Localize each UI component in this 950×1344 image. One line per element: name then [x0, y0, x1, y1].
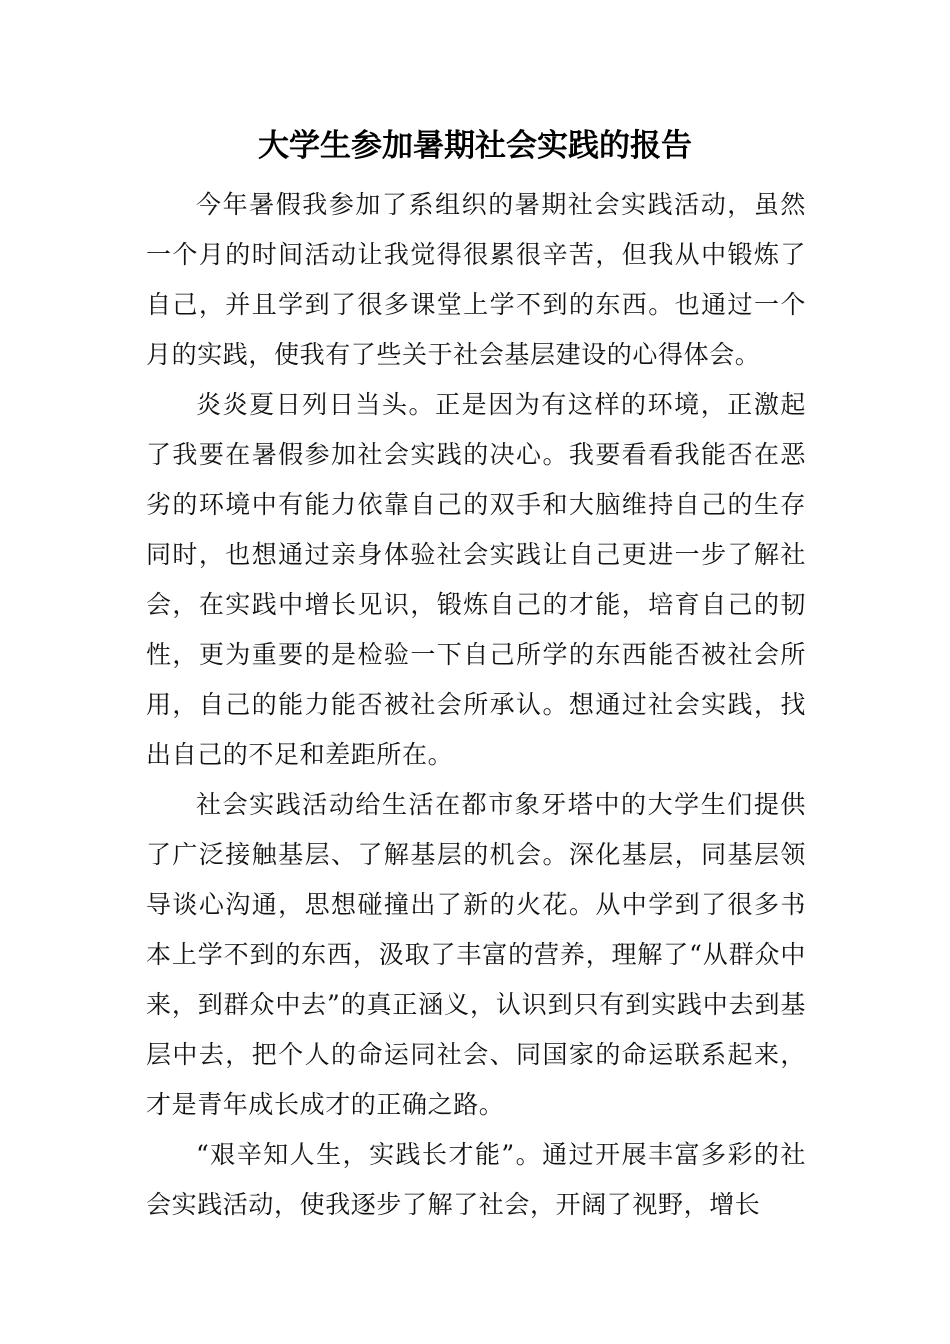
- paragraph-3: 社会实践活动给生活在都市象牙塔中的大学生们提供了广泛接触基层、了解基层的机会。深化基层，同基层领导谈心沟通，思想碰撞出了新的火花。从中学到了很多书本上学不到的东西，汲取了丰富的营养，理解了“从群众中来，到群众中去”的真正涵义，认识到只有到实践中去到基层中去，把个人的命运同社会、同国家的命运联系起来，才是青年成长成才的正确之路。: [146, 790, 806, 1119]
- document-body: [146, 180, 806, 1230]
- paragraph-2: 炎炎夏日列日当头。正是因为有这样的环境，正激起了我要在暑假参加社会实践的决心。我要看看我能否在恶劣的环境中有能力依靠自己的双手和大脑维持自己的生存同时，也想通过亲身体验社会实践让自己更进一步了解社会，在实践中增长见识，锻炼自己的才能，培育自己的韧性，更为重要的是检验一下自己所学的东西能否被社会所用，自己的能力能否被社会所承认。想通过社会实践，找出自己的不足和差距所在。: [146, 390, 806, 769]
- paragraph-4: “艰辛知人生，实践长才能”。通过开展丰富多彩的社会实践活动，使我逐步了解了社会，开阔了视野，增长: [146, 1140, 806, 1219]
- document-title: 大学生参加暑期社会实践的报告: [258, 128, 692, 164]
- paragraph-1: 今年暑假我参加了系组织的暑期社会实践活动，虽然一个月的时间活动让我觉得很累很辛苦，但我从中锻炼了自己，并且学到了很多课堂上学不到的东西。也通过一个月的实践，使我有了些关于社会基层建设的心得体会。: [146, 190, 806, 369]
